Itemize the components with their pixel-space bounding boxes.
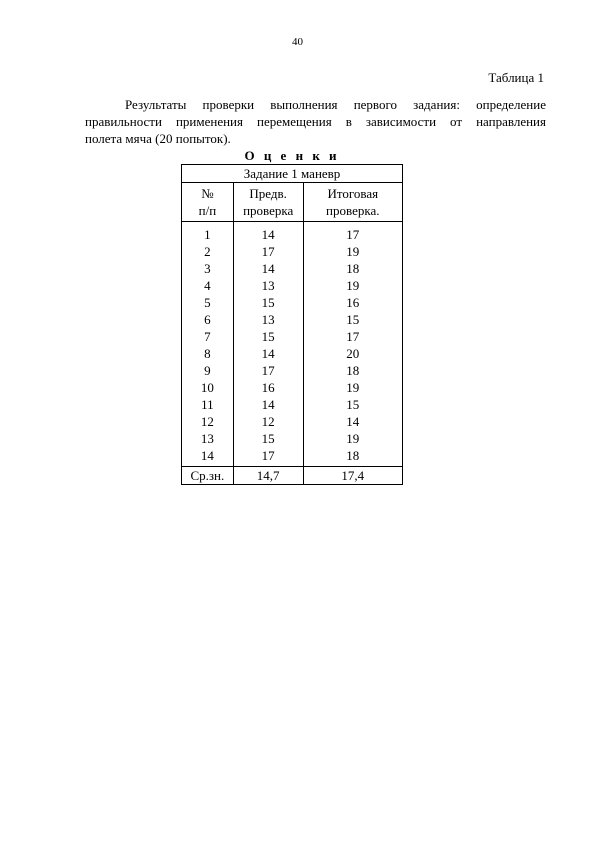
preliminary-score: 12	[233, 413, 303, 430]
table-row	[182, 430, 403, 447]
row-number: 1	[182, 222, 234, 244]
preliminary-score: 17	[233, 243, 303, 260]
caption-line: правильности применения перемещения в зависимости от направления	[85, 114, 546, 129]
final-score: 19	[303, 379, 402, 396]
task-header: Задание 1 маневр	[182, 165, 403, 183]
table-row	[182, 311, 403, 328]
col-header-preliminary	[233, 183, 303, 222]
preliminary-score: 14	[233, 260, 303, 277]
row-number: 4	[182, 277, 234, 294]
final-score: 18	[303, 447, 402, 467]
row-number: 10	[182, 379, 234, 396]
final-score: 14	[303, 413, 402, 430]
final-score: 15	[303, 396, 402, 413]
preliminary-score: 15	[233, 430, 303, 447]
final-score: 19	[303, 243, 402, 260]
row-number: 5	[182, 294, 234, 311]
row-number: 11	[182, 396, 234, 413]
row-number: 8	[182, 345, 234, 362]
table-row	[182, 294, 403, 311]
mean-preliminary: 14,7	[233, 467, 303, 485]
table-body	[182, 222, 403, 467]
table-row	[182, 396, 403, 413]
table-row	[182, 362, 403, 379]
preliminary-score: 14	[233, 345, 303, 362]
row-number: 3	[182, 260, 234, 277]
preliminary-score: 13	[233, 311, 303, 328]
grades-title: О ц е н к и	[244, 148, 340, 163]
preliminary-score: 17	[233, 362, 303, 379]
mean-label: Ср.зн.	[182, 467, 234, 485]
final-score: 18	[303, 260, 402, 277]
final-score: 15	[303, 311, 402, 328]
table-row	[182, 260, 403, 277]
final-score: 16	[303, 294, 402, 311]
preliminary-score: 14	[233, 222, 303, 244]
preliminary-score: 15	[233, 294, 303, 311]
final-score: 18	[303, 362, 402, 379]
preliminary-score: 16	[233, 379, 303, 396]
row-number: 9	[182, 362, 234, 379]
preliminary-score: 17	[233, 447, 303, 467]
row-number: 13	[182, 430, 234, 447]
table-row	[182, 345, 403, 362]
mean-final: 17,4	[303, 467, 402, 485]
caption-line: полета мяча (20 попыток).	[85, 131, 231, 146]
col-header-preliminary-line2: проверка	[243, 203, 294, 218]
table-row	[182, 277, 403, 294]
preliminary-score: 15	[233, 328, 303, 345]
page-number: 40	[292, 36, 303, 48]
col-header-number-line2: п/п	[198, 203, 217, 218]
results-table	[181, 164, 403, 485]
mean-row	[182, 467, 403, 485]
row-number: 6	[182, 311, 234, 328]
col-header-number	[182, 183, 234, 222]
table-row	[182, 413, 403, 430]
table-caption	[85, 96, 546, 147]
table-row	[182, 328, 403, 345]
col-header-number-line1: №	[201, 186, 214, 201]
col-header-final	[303, 183, 402, 222]
table-row	[182, 243, 403, 260]
table-row	[182, 222, 403, 244]
row-number: 2	[182, 243, 234, 260]
final-score: 17	[303, 222, 402, 244]
col-header-final-line2: проверка.	[326, 203, 380, 218]
final-score: 19	[303, 277, 402, 294]
final-score: 17	[303, 328, 402, 345]
preliminary-score: 13	[233, 277, 303, 294]
row-number: 12	[182, 413, 234, 430]
caption-line: Результаты проверки выполнения первого задания: определение	[125, 97, 546, 112]
final-score: 20	[303, 345, 402, 362]
col-header-preliminary-line1: Предв.	[249, 186, 287, 201]
col-header-final-line1: Итоговая	[327, 186, 379, 201]
table-label: Таблица 1	[488, 70, 544, 85]
preliminary-score: 14	[233, 396, 303, 413]
row-number: 14	[182, 447, 234, 467]
table-row	[182, 379, 403, 396]
table-row	[182, 447, 403, 467]
final-score: 19	[303, 430, 402, 447]
row-number: 7	[182, 328, 234, 345]
